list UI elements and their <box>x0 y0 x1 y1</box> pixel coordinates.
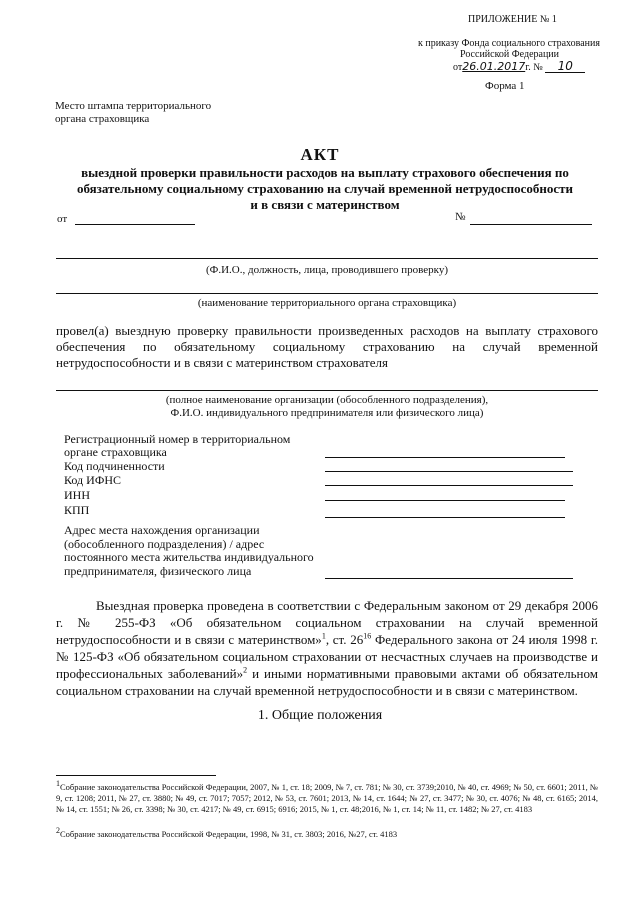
kpp-label: КПП <box>64 503 90 517</box>
footnote-ref-1[interactable]: 1 <box>321 631 326 641</box>
organization-caption-line-1: (полное наименование организации (обособленного подразделения), <box>165 394 489 406</box>
legal-basis-part-1: Выездная проверка проведена в соответствии с Федеральным законом от 29 декабря 2006 г. № 255-ФЗ «Об обязательном социальном страховании на случай временной нетрудоспособности и в связи с материнством» <box>56 598 598 647</box>
footnote-1-text: Собрание законодательства Российской Федерации, 2007, № 1, ст. 18; 2009, № 7, ст. 781; № 30, ст. 3739;2010, № 40, ст. 4969; № 50, ст. 6601; 2011, № 9, ст. 1208; 2011, № 27, ст. 3880; № 49, ст. 7017; 7057; 2012, № 53, ст. 7601; 2013, № 14, ст. 1644; № 27, ст. 3477; № 30, ст. 4076; № 48, ст. 6165; 2014, № 14, ст. 1551; № 26, ст. 3398; № 30, ст. 4217; № 49, ст. 6915; 6916; 2015, № 1, ст. 48;2016, № 1, ст. 14; № 11, ст. 1482; № 27, ст. 4183 <box>56 782 598 814</box>
conducted-paragraph: провел(а) выездную проверку правильности произведенных расходов на выплату страхового обеспечения по обязательному социальному страхованию на случай временной нетрудоспособности и в связи с материнством страхователя <box>56 323 598 370</box>
order-line-2: Российской Федерации <box>460 49 560 60</box>
date-label: от <box>57 213 68 225</box>
inspector-caption: (Ф.И.О., должность, лица, проводившего проверку) <box>206 264 448 276</box>
act-subtitle-line-1: выездной проверки правильности расходов на выплату страхового обеспечения по <box>81 165 569 180</box>
order-number-prefix: г. № <box>525 62 543 73</box>
address-label-line-3: постоянного места жительства индивидуального <box>64 550 314 564</box>
ifns-field[interactable] <box>325 485 573 486</box>
territorial-body-field[interactable] <box>56 293 598 294</box>
address-label <box>64 524 314 578</box>
stamp-place-line-1: Место штампа территориального <box>55 100 212 112</box>
address-label-line-2: (обособленного подразделения) / адрес <box>64 536 265 551</box>
inn-field[interactable] <box>325 500 565 501</box>
section-heading: 1. Общие положения <box>257 708 383 723</box>
address-field[interactable] <box>325 578 573 579</box>
organization-caption-line-2: Ф.И.О. индивидуального предпринимателя или физического лица) <box>170 407 484 419</box>
subordination-label: Код подчиненности <box>64 459 165 473</box>
order-date-prefix: от <box>453 62 463 73</box>
address-label-line-4: предпринимателя, физического лица <box>64 563 252 578</box>
order-number-handwritten: 10 <box>545 60 585 73</box>
ifns-label: Код ИФНС <box>64 473 121 487</box>
order-date-line <box>453 60 585 74</box>
address-label-line-1: Адрес места нахождения организации <box>64 523 260 537</box>
act-subtitle-line-2: обязательному социальному страхованию на случай временной нетрудоспособности <box>76 181 574 196</box>
form-label: Форма 1 <box>485 80 525 92</box>
order-date-handwritten: 26.01.2017 <box>462 60 526 73</box>
legal-basis-paragraph <box>56 597 598 699</box>
number-label: № <box>455 211 466 223</box>
number-field[interactable] <box>470 224 592 225</box>
footnote-2-text: Собрание законодательства Российской Федерации, 1998, № 31, ст. 3803; 2016, №27, ст. 4183 <box>60 829 398 839</box>
stamp-place-line-2: органа страховщика <box>55 113 150 125</box>
reg-number-label <box>64 433 290 459</box>
organization-field[interactable] <box>56 390 598 391</box>
footnote-2 <box>56 826 598 840</box>
footnote-separator <box>56 775 216 776</box>
article-superscript: 16 <box>363 631 372 641</box>
date-field[interactable] <box>75 224 195 225</box>
footnote-1-mark: 1 <box>56 779 60 789</box>
footnote-1 <box>56 779 598 815</box>
inn-label: ИНН <box>64 488 90 502</box>
reg-number-label-line-1: Регистрационный номер в территориальном <box>64 432 291 446</box>
reg-number-field[interactable] <box>325 457 565 458</box>
act-title: АКТ <box>300 145 340 164</box>
kpp-field[interactable] <box>325 517 565 518</box>
footnote-ref-2[interactable]: 2 <box>243 665 248 675</box>
legal-basis-part-2: , ст. 26 <box>325 632 364 647</box>
reg-number-label-line-2: органе страховщика <box>64 445 167 459</box>
territorial-body-caption: (наименование территориального органа страховщика) <box>197 297 457 309</box>
appendix-label: ПРИЛОЖЕНИЕ № 1 <box>468 14 557 25</box>
footnote-2-mark: 2 <box>56 826 60 836</box>
act-subtitle-line-3: и в связи с материнством <box>250 197 400 212</box>
legal-basis-part-4: и иными нормативными правовыми актами об обязательном социальном страховании на случай временной нетрудоспособности и в связи с материнством. <box>56 666 598 698</box>
legal-basis-part-3: Федерального закона от 24 июля 1998 г. № 125-ФЗ «Об обязательном социальном страховании от несчастных случаев на производстве и профессиональных заболеваний» <box>56 632 598 681</box>
subordination-field[interactable] <box>325 471 573 472</box>
order-line-1: к приказу Фонда социального страхования <box>418 38 600 49</box>
inspector-field[interactable] <box>56 258 598 259</box>
